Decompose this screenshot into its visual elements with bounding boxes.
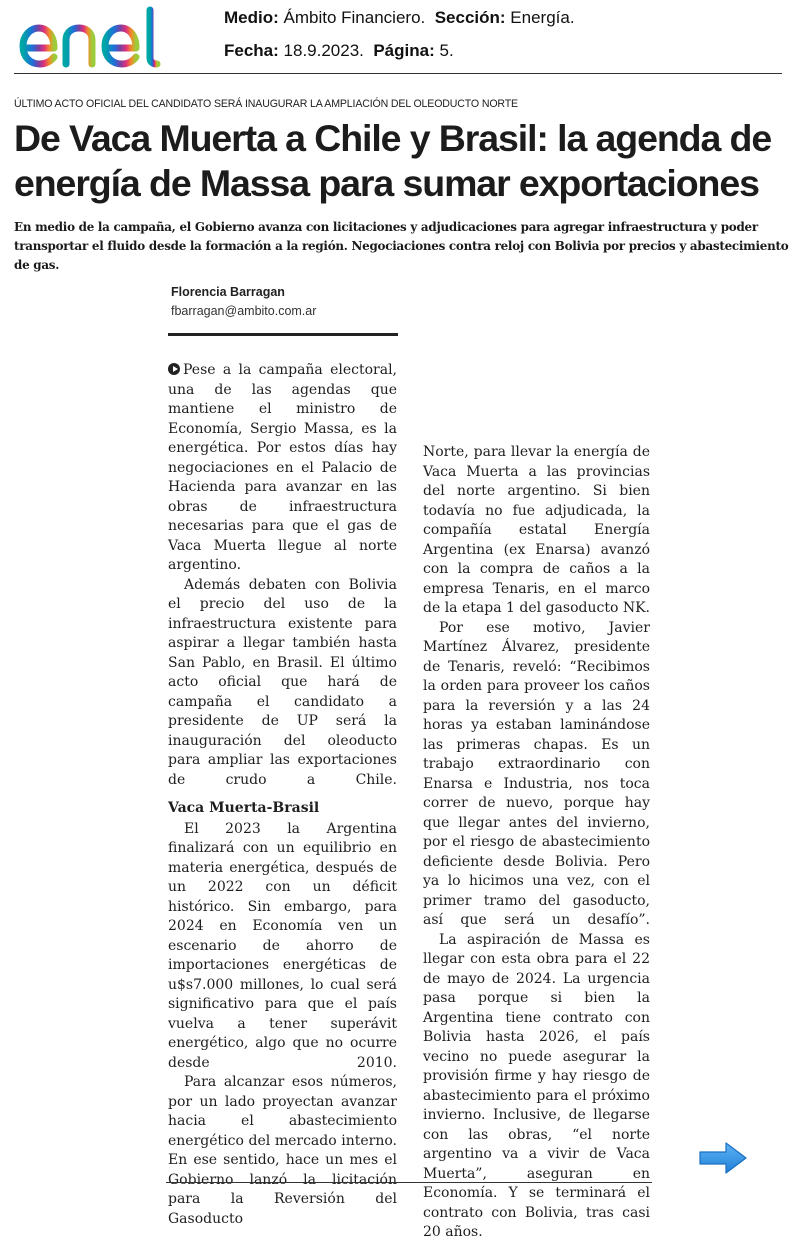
right-arrow-icon[interactable]	[698, 1141, 748, 1175]
publication-info	[224, 8, 575, 28]
seccion-value: Energía.	[510, 8, 575, 27]
article-column-1	[168, 361, 397, 1229]
article-headline: De Vaca Muerta a Chile y Brasil: la agenda de energía de Massa para sumar exportaciones	[14, 117, 772, 204]
article-deck: En medio de la campaña, el Gobierno avanza con licitaciones y adjudicaciones para agregar infraestructura y poder transportar el fluido desde la formación a la región. Negociaciones contra reloj con Bolivia por precios y abastecimiento de gas.	[14, 220, 789, 272]
paragraph: La aspiración de Massa es llegar con esta obra para el 22 de mayo de 2024. La urgencia pasa porque si bien la Argentina tiene contrato con Bolivia hasta 2026, el país vecino no puede asegurar la provisión firme y hay riesgo de abastecimiento para el próximo invierno. Inclusive, de llegarse con las obras, “el norte argentino va a vivir de Vaca Muerta”, aseguran en Economía. Y se terminará el contrato con Bolivia, tras casi 20 años.	[423, 931, 650, 1240]
medio-value: Ámbito Financiero.	[283, 8, 426, 27]
author-email: fbarragan@ambito.com.ar	[171, 304, 317, 318]
paragraph	[168, 361, 397, 576]
date-page-info	[224, 41, 454, 61]
fecha-value: 18.9.2023.	[283, 41, 364, 60]
author-name: Florencia Barragan	[171, 285, 285, 299]
paragraph: Además debaten con Bolivia el precio del uso de la infraestructura existente para aspirar a llegar también hasta San Pablo, en Brasil. El último acto oficial que hará de campaña el candidato a presidente de UP será la inauguración del oleoducto para ampliar las exportaciones de crudo a Chile.	[168, 576, 397, 788]
byline-divider	[168, 333, 398, 336]
fecha-label: Fecha:	[224, 41, 279, 60]
pagina-label: Página:	[373, 41, 435, 60]
paragraph: El 2023 la Argentina finalizará con un equilibrio en materia energética, después de un 2022 con un déficit histórico. Sin embargo, para 2024 en Economía ven un escenario de ahorro de importaciones energéticas de u$s7.000 millones, lo cual será significativo para que el país vuelva a tener superávit energético, algo que no ocurre desde 2010.	[168, 820, 397, 1071]
article-bottom-divider	[166, 1182, 652, 1183]
paragraph-text: Pese a la campaña electoral, una de las agendas que mantiene el ministro de Economía, Sergio Massa, es la energética. Por estos días hay negociaciones en el Palacio de Hacienda para avanzar en las obras de infraestructura necesarias para que el gas de Vaca Muerta llegue al norte argentino.	[168, 362, 397, 573]
paragraph: Norte, para llevar la energía de Vaca Muerta a las provincias del norte argentino. Si bien todavía no fue adjudicada, la compañía estatal Energía Argentina (ex Enarsa) avanzó con la compra de caños a la empresa Tenaris, en el marco de la etapa 1 del gasoducto NK.	[423, 444, 650, 616]
section-subhead: Vaca Muerta-Brasil	[168, 800, 320, 816]
medio-label: Medio:	[224, 8, 279, 27]
article-column-2	[423, 443, 650, 1243]
paragraph: Por ese motivo, Javier Martínez Álvarez, presidente de Tenaris, reveló: “Recibimos la orden para proveer los caños para la reversión y a las 24 horas ya estaban laminándose las primeras chapas. Es un trabajo extraordinario con Enarsa e Industria, nos toca correr de nuevo, porque hay que llegar antes del invierno, por el riesgo de abastecimiento deficiente desde Bolivia. Pero ya lo hicimos una vez, con el primer tramo del gasoducto, así que será un desafío”.	[423, 619, 650, 928]
play-bullet-icon	[168, 363, 180, 375]
pagina-value: 5.	[439, 41, 454, 60]
header-divider	[14, 73, 782, 74]
article-kicker: ÚLTIMO ACTO OFICIAL DEL CANDIDATO SERÁ INAUGURAR LA AMPLIACIÓN DEL OLEODUCTO NORTE	[14, 98, 518, 110]
enel-logo	[14, 4, 184, 72]
paragraph: Para alcanzar esos números, por un lado proyectan avanzar hacia el abastecimiento energético del mercado interno. En ese sentido, hace un mes el Gobierno lanzó la licitación para la Reversión del Gasoducto	[168, 1074, 397, 1227]
seccion-label: Sección:	[434, 8, 506, 27]
